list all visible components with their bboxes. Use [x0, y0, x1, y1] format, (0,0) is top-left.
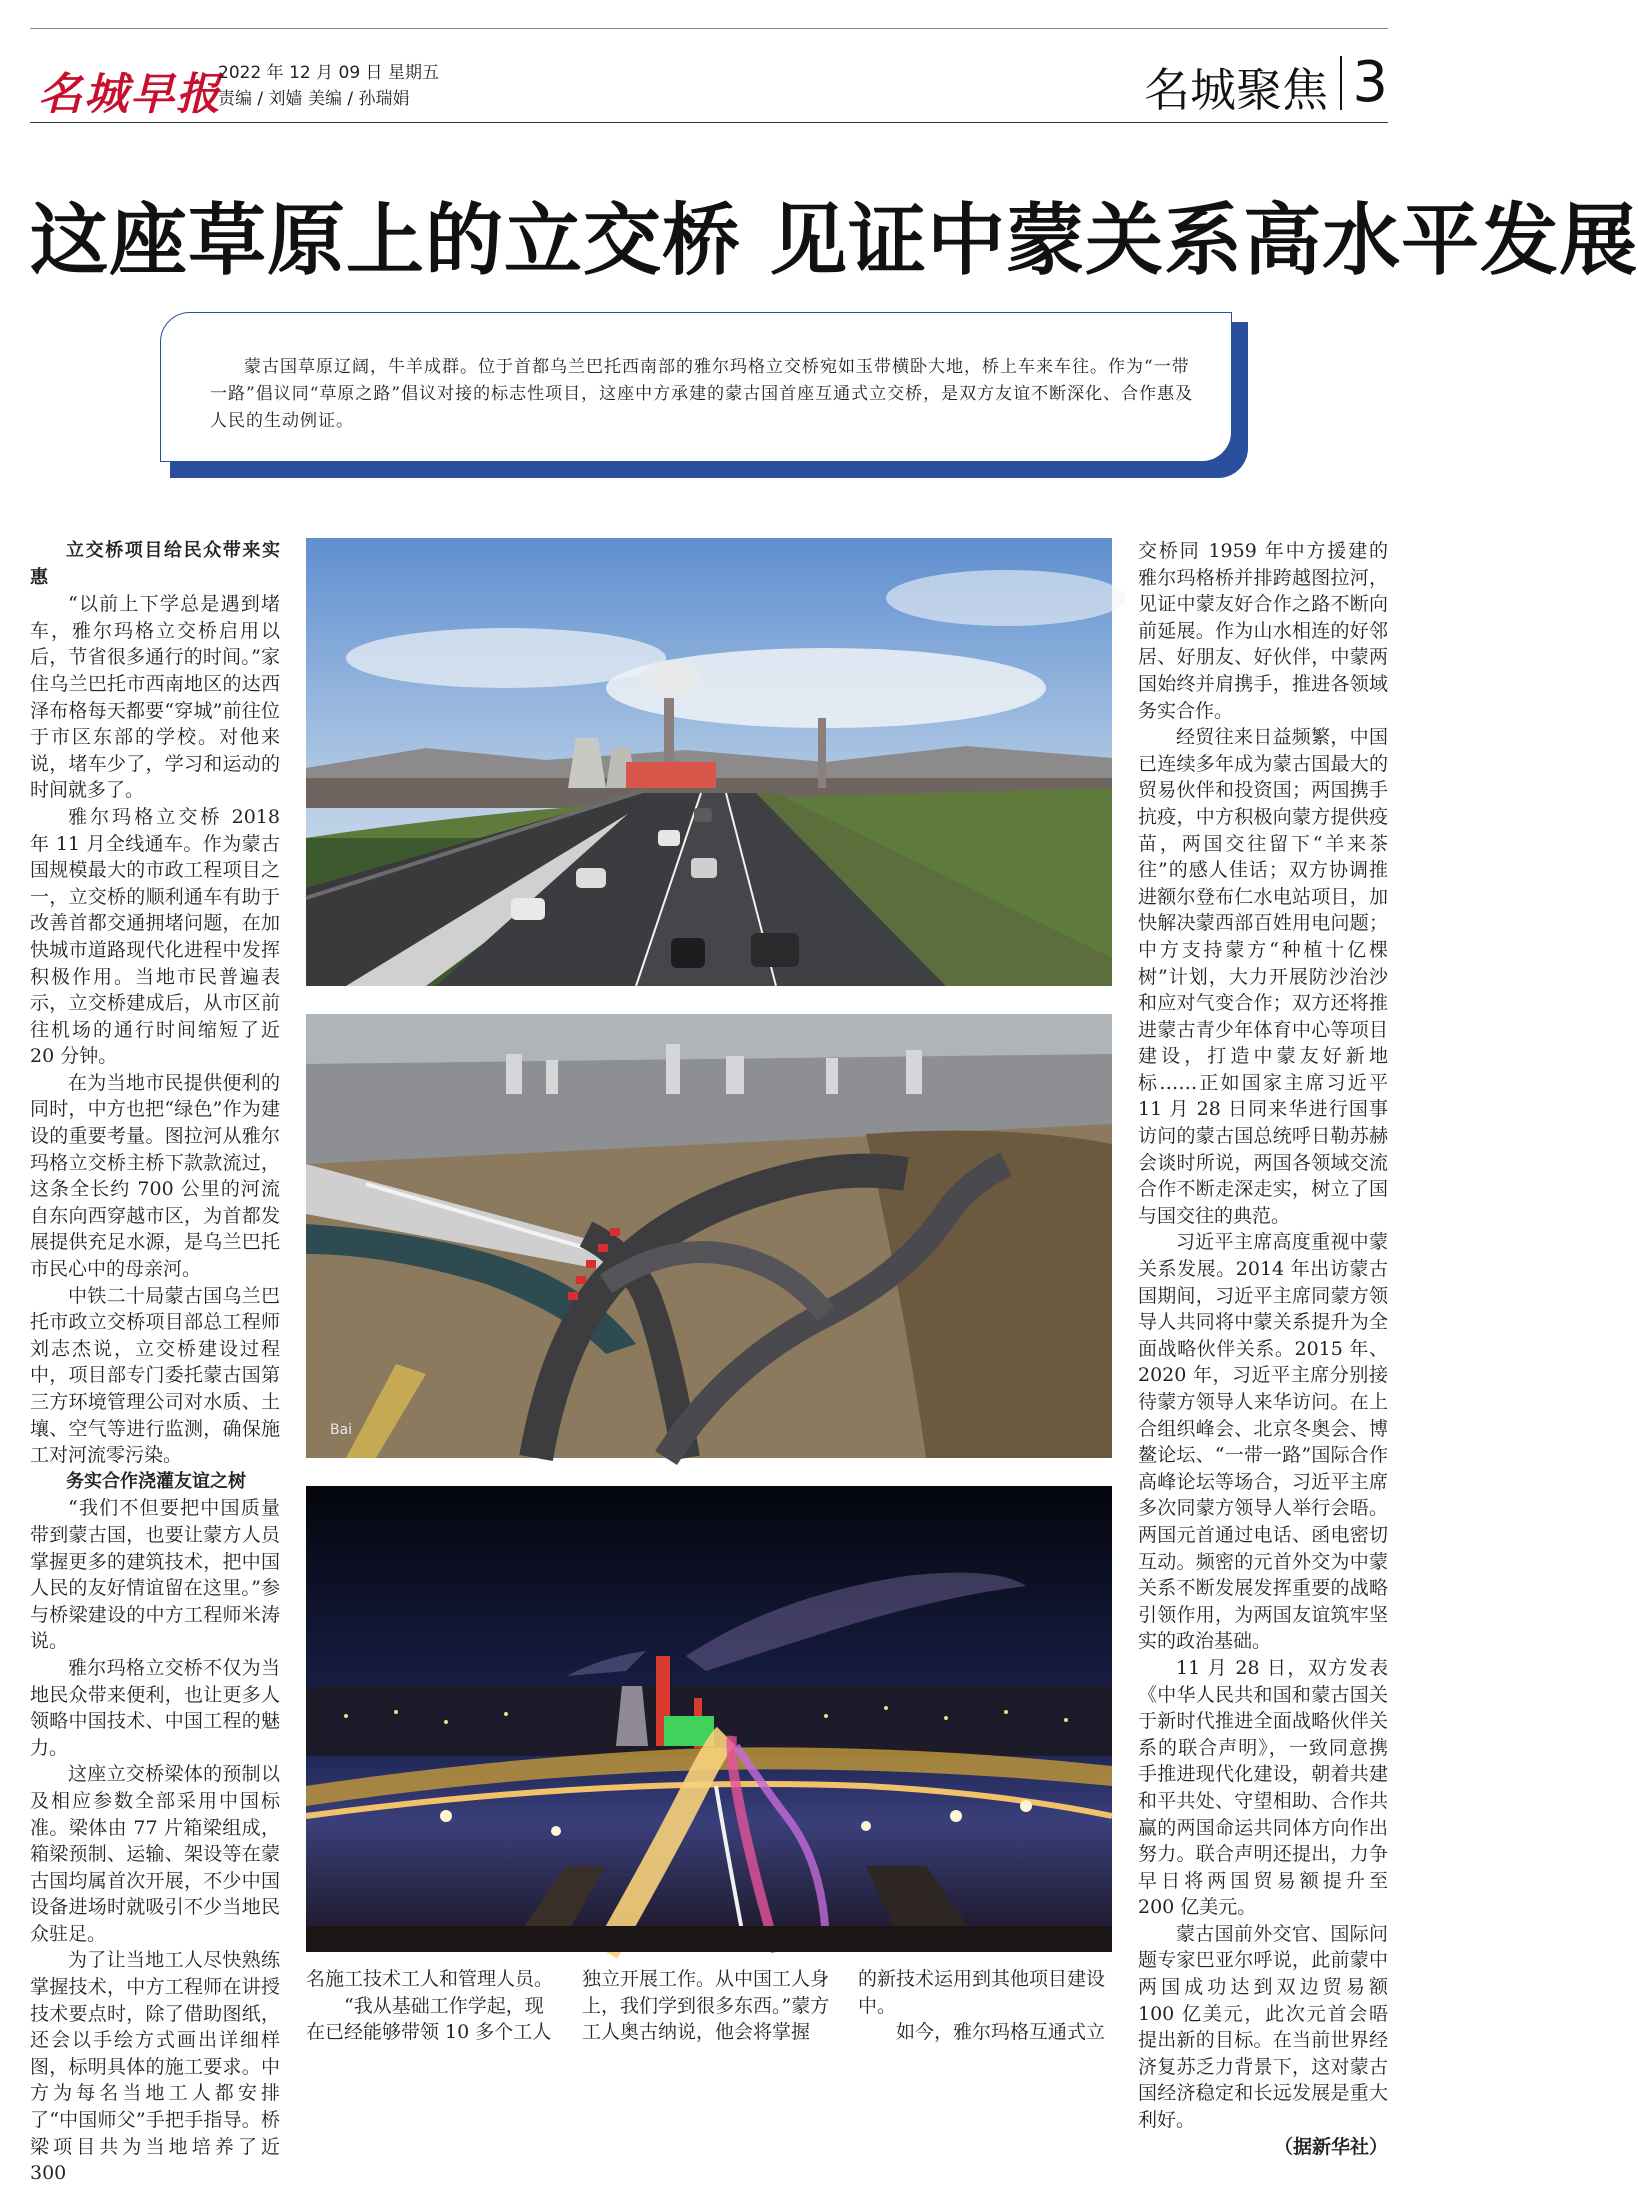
- paragraph: 11 月 28 日，双方发表《中华人民共和国和蒙古国关于新时代推进全面战略伙伴关系的联合声明》，一致同意携手推进现代化建设，朝着共建和平共处、守望相助、合作共赢的两国命运共同体方向作出努力。联合声明还提出，力争早日将两国贸易额提升至 200 亿美元。: [1138, 1656, 1388, 1919]
- photo-watermark: Bai: [330, 1422, 353, 1438]
- issue-editors: 责编 / 刘嫱 美编 / 孙瑞娟: [218, 89, 410, 109]
- paragraph: 的新技术运用到其他项目建设中。: [858, 1968, 1106, 2017]
- paragraph: 习近平主席高度重视中蒙关系发展。2014 年出访蒙古国期间，习近平主席同蒙方领导人共同将中蒙关系提升为全面战略伙伴关系。2015 年、2020 年，习近平主席分别接待蒙方领导人来华访问。在上合组织峰会、北京冬奥会、博鳌论坛、“一带一路”国际合作高峰论坛等场合，习近平主席多次同蒙方领导人举行会晤。两国元首通过电话、函电密切互动。频密的元首外交为中蒙关系不断发展发挥重要的战略引领作用，为两国友谊筑牢坚实的政治基础。: [1138, 1231, 1388, 1653]
- paragraph: 独立开展工作。从中国工人身上，我们学到很多东西。”蒙方工人奥古纳说，他会将掌握: [582, 1968, 830, 2044]
- page-number: 3: [1352, 50, 1388, 115]
- left-column: [30, 538, 280, 2187]
- lead-paragraph: 蒙古国草原辽阔，牛羊成群。位于首都乌兰巴托西南部的雅尔玛格立交桥宛如玉带横卧大地，桥上车来车往。作为“一带一路”倡议同“草原之路”倡议对接的标志性项目，这座中方承建的蒙古国首座互通式立交桥，是双方友谊不断深化、合作惠及人民的生动例证。: [210, 357, 1194, 431]
- right-column: [1138, 538, 1388, 2160]
- headline: 这座草原上的立交桥 见证中蒙关系高水平发展: [30, 196, 1638, 286]
- newspaper-logo: 名城早报: [38, 69, 222, 120]
- paragraph: “我从基础工作学起，现在已经能够带领 10 多个工人: [306, 1994, 552, 2044]
- issue-meta: [218, 60, 439, 112]
- section-divider: [1340, 56, 1342, 110]
- bottom-column-3: [858, 1966, 1114, 2046]
- paragraph: 中铁二十局蒙古国乌兰巴托市政立交桥项目部总工程师刘志杰说，立交桥建设过程中，项目部专门委托蒙古国第三方环境管理公司对水质、土壤、空气等进行监测，确保施工对河流零污染。: [30, 1284, 280, 1467]
- paragraph: “以前上下学总是遇到堵车，雅尔玛格立交桥启用以后，节省很多通行的时间。”家住乌兰巴托市西南地区的达西泽布格每天都要“穿城”前往位于市区东部的学校。对他来说，堵车少了，学习和运动的时间就多了。: [30, 593, 280, 802]
- paragraph: 雅尔玛格立交桥 2018 年 11 月全线通车。作为蒙古国规模最大的市政工程项目之一，立交桥的顺利通车有助于改善首都交通拥堵问题，在加快城市道路现代化进程中发挥积极作用。当地市民普遍表示，立交桥建成后，从市区前往机场的通行时间缩短了近 20 分钟。: [30, 805, 280, 1068]
- paragraph: 经贸往来日益频繁，中国已连续多年成为蒙古国最大的贸易伙伴和投资国；两国携手抗疫，中方积极向蒙方提供疫苗，两国交往留下“羊来茶往”的感人佳话；双方协调推进额尔登布仁水电站项目，加快解决蒙西部百姓用电问题；中方支持蒙方“种植十亿棵树”计划，大力开展防沙治沙和应对气变合作；双方还将推进蒙古青少年体育中心等项目建设，打造中蒙友好新地标……正如国家主席习近平 11 月 28 日同来华进行国事访问的蒙古国总统呼日勒苏赫会谈时所说，两国各领域交流合作不断走深走实，树立了国与国交往的典范。: [1138, 726, 1388, 1227]
- paragraph: 蒙古国前外交官、国际问题专家巴亚尔呼说，此前蒙中两国成功达到双边贸易额 100 亿美元，此次元首会晤提出新的目标。在当前世界经济复苏乏力背景下，这对蒙古国经济稳定和长远发展是重大利好。: [1138, 1922, 1388, 2132]
- bottom-column-2: [582, 1966, 838, 2046]
- issue-date: 2022 年 12 月 09 日 星期五: [218, 63, 439, 83]
- interchange-night-photo: [306, 1486, 1112, 1952]
- bridge-daytime-photo: [306, 538, 1112, 986]
- paragraph: 雅尔玛格立交桥不仅为当地民众带来便利，也让更多人领略中国技术、中国工程的魅力。: [30, 1656, 280, 1759]
- top-rule: [30, 28, 1388, 29]
- paragraph: 交桥同 1959 年中方援建的雅尔玛格桥并排跨越图拉河，见证中蒙友好合作之路不断向前延展。作为山水相连的好邻居、好朋友、好伙伴，中蒙两国始终并肩携手，推进各领域务实合作。: [1138, 540, 1388, 722]
- source-credit: （据新华社）: [1273, 2135, 1388, 2158]
- paragraph: 名施工技术工人和管理人员。: [306, 1968, 554, 1990]
- subheading: 务实合作浇灌友谊之树: [66, 1470, 246, 1492]
- paragraph: 为了让当地工人尽快熟练掌握技术，中方工程师在讲授技术要点时，除了借助图纸，还会以手绘方式画出详细样图，标明具体的施工要求。中方为每名当地工人都安排了“中国师父”手把手指导。桥梁项目共为当地培养了近 300: [30, 1949, 280, 2185]
- subheading: 立交桥项目给民众带来实惠: [30, 540, 280, 588]
- bottom-column-1: [306, 1966, 562, 2046]
- paragraph: “我们不但要把中国质量带到蒙古国，也要让蒙方人员掌握更多的建筑技术，把中国人民的友好情谊留在这里。”参与桥梁建设的中方工程师米涛说。: [30, 1497, 280, 1653]
- interchange-aerial-photo: [306, 1014, 1112, 1458]
- paragraph: 在为当地市民提供便利的同时，中方也把“绿色”作为建设的重要考量。图拉河从雅尔玛格立交桥主桥下款款流过，这条全长约 700 公里的河流自东向西穿越市区，为首都发展提供充足水源，是乌兰巴托市民心中的母亲河。: [30, 1071, 280, 1281]
- section-title: 名城聚焦: [1144, 63, 1328, 117]
- paragraph: 如今，雅尔玛格互通式立: [896, 2021, 1106, 2044]
- header-rule: [30, 122, 1388, 123]
- paragraph: 这座立交桥梁体的预制以及相应参数全部采用中国标准。梁体由 77 片箱梁组成，箱梁预制、运输、架设等在蒙古国均属首次开展，不少中国设备进场时就吸引不少当地民众驻足。: [30, 1763, 280, 1945]
